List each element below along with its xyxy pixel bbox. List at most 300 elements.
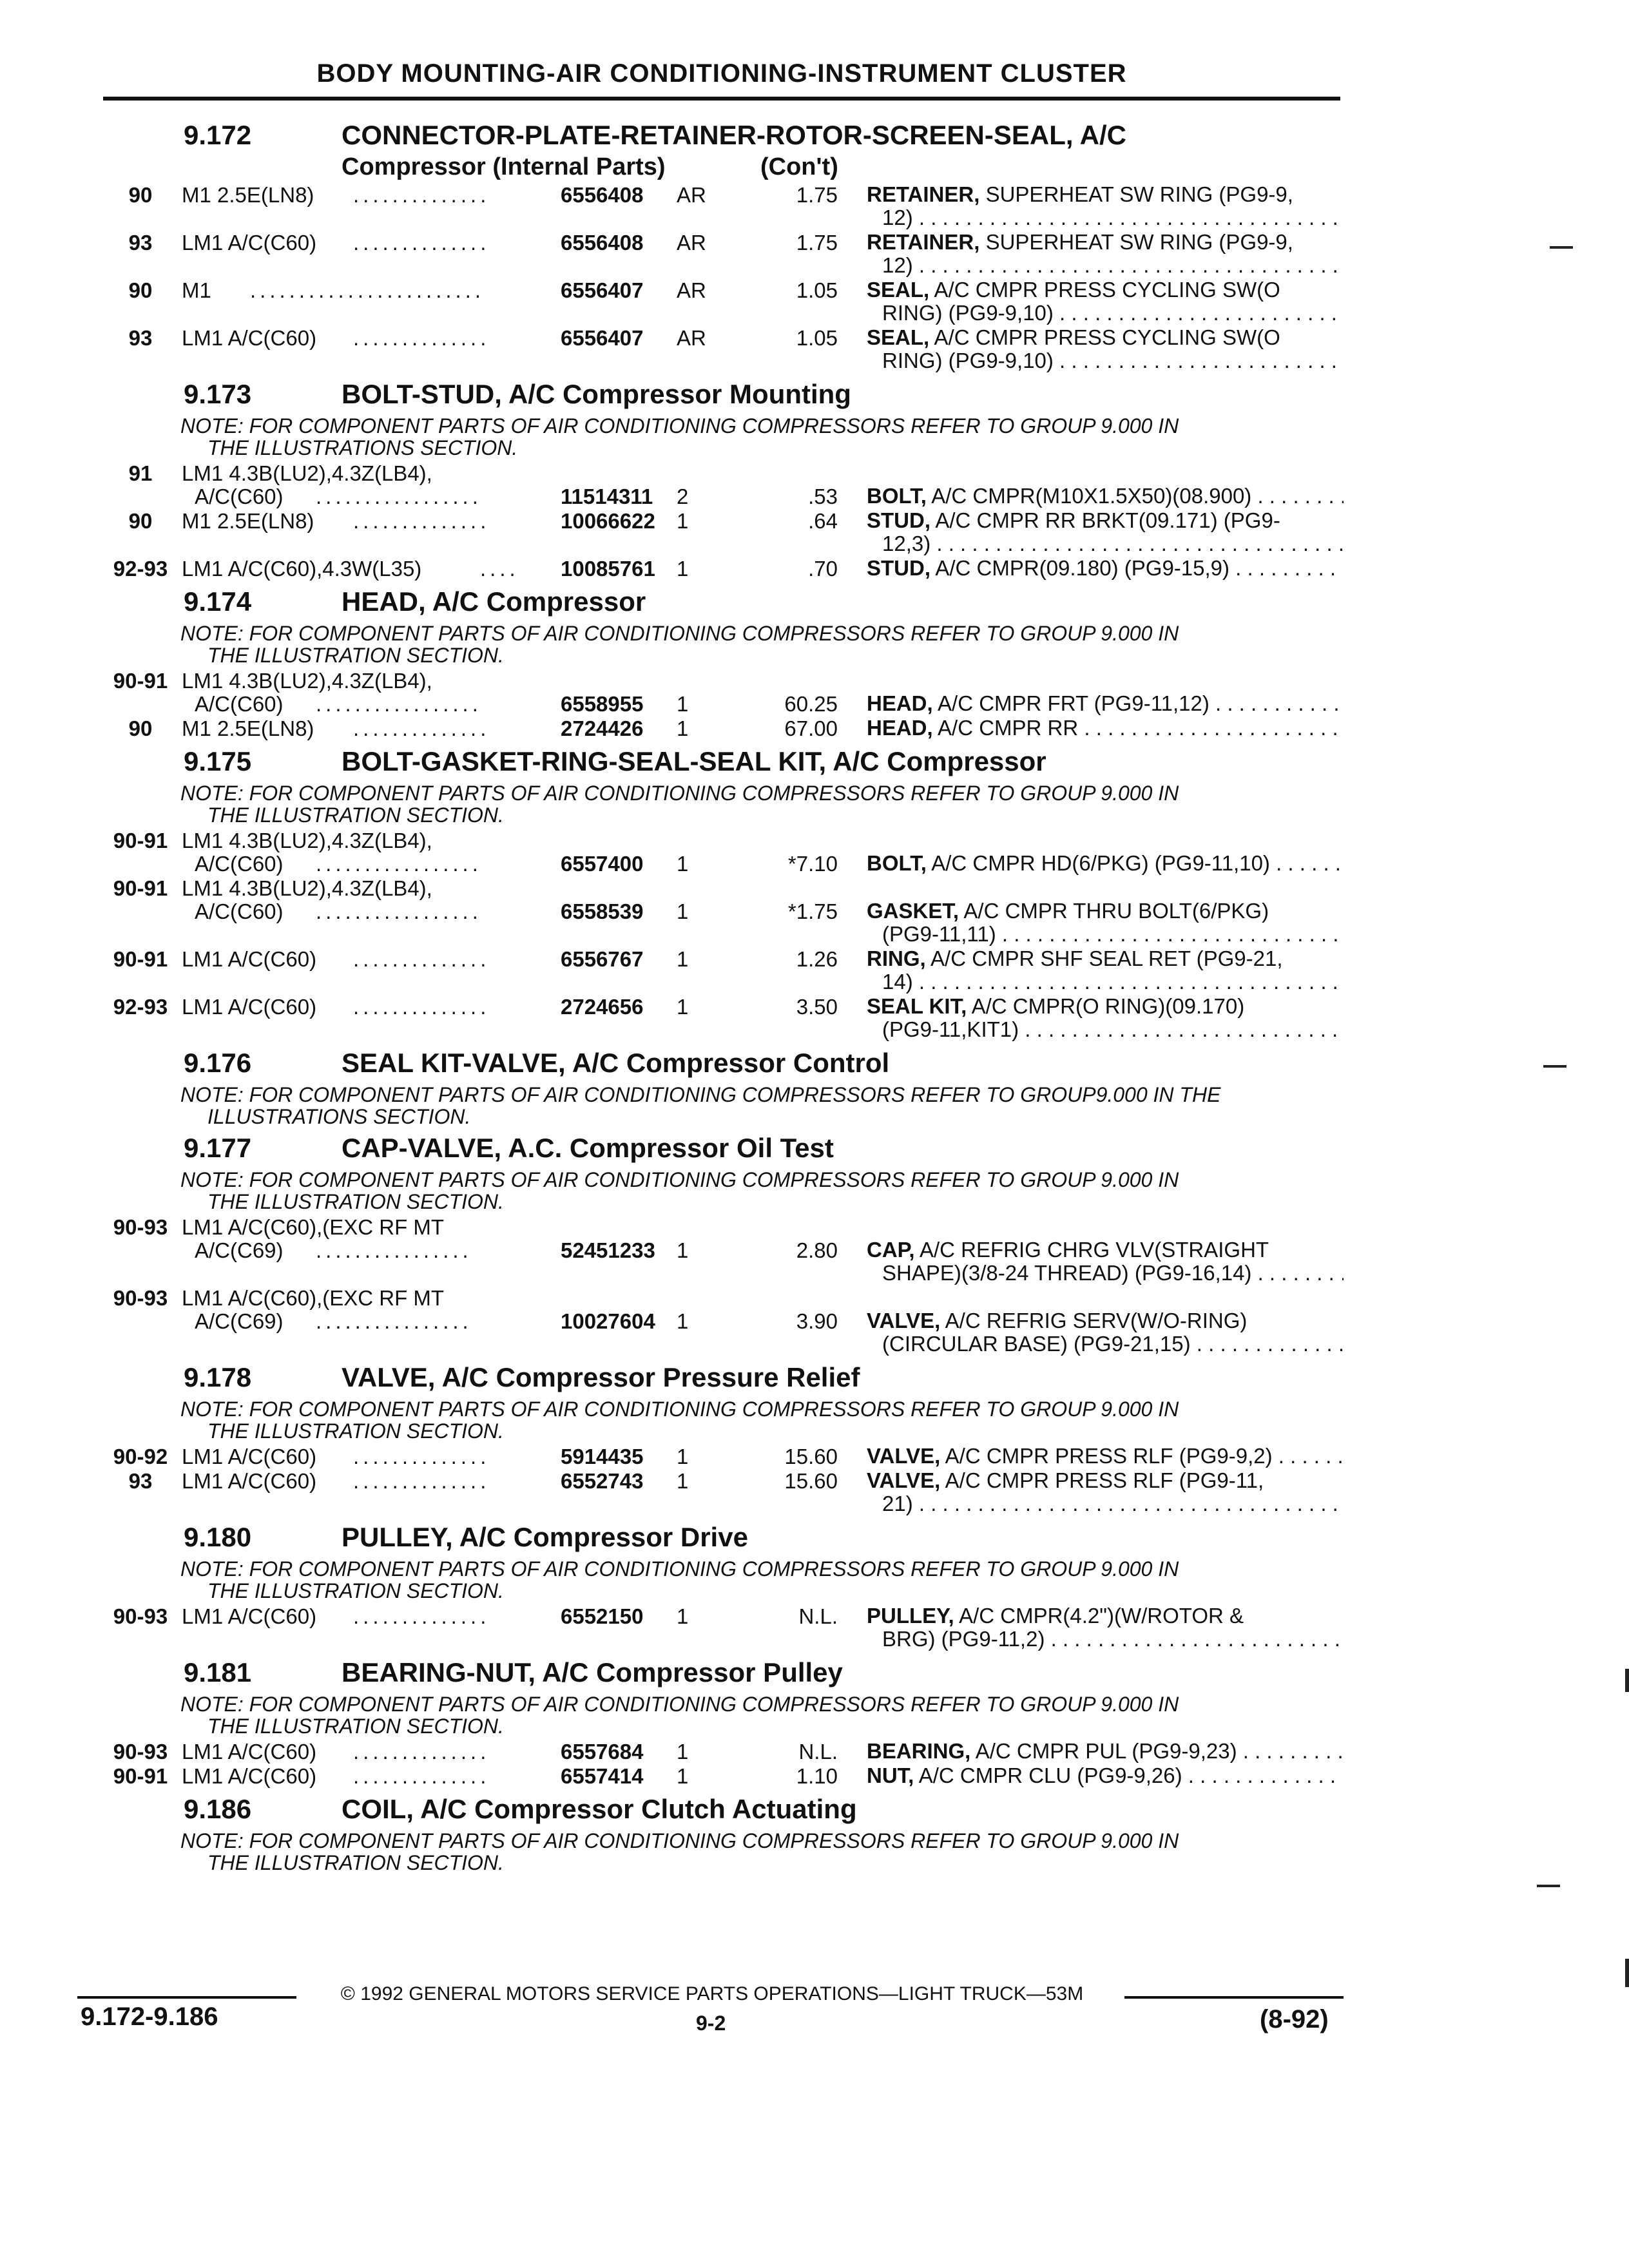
section-note (0, 1558, 1340, 1602)
model-code: M1 2.5E(LN8) (182, 509, 314, 533)
description-line (867, 1740, 1344, 1763)
part-description (867, 278, 1344, 325)
description-keyword: RETAINER, (867, 231, 980, 254)
model-code: LM1 A/C(C60),(EXC RF MT (182, 1215, 445, 1239)
footer-rule-right (1124, 1996, 1344, 1999)
section-title (0, 379, 1629, 412)
section-title (0, 1657, 1629, 1691)
part-row (0, 183, 1629, 231)
part-row (0, 231, 1629, 278)
model-year: 90 (128, 183, 153, 207)
description-keyword: PULLEY, (867, 1604, 954, 1628)
description-keyword: NUT, (867, 1764, 914, 1787)
model-year: 90 (128, 278, 153, 302)
section-number: 9.176 (184, 1048, 252, 1078)
continued-label: (Con't) (760, 153, 838, 180)
description-text: A/C REFRIG CHRG VLV(STRAIGHT (919, 1238, 1269, 1262)
description-text: A/C CMPR CLU (PG9-9,26) (918, 1764, 1182, 1787)
section-name: BOLT-GASKET-RING-SEAL-SEAL KIT, A/C Compressor (342, 746, 1046, 776)
part-description (867, 692, 1344, 715)
section-number: 9.178 (184, 1362, 252, 1392)
description-keyword: BEARING, (867, 1740, 971, 1763)
description-line (867, 899, 1344, 923)
footer-copyright: © 1992 GENERAL MOTORS SERVICE PARTS OPERATIONS—LIGHT TRUCK—53M (340, 1983, 1084, 2004)
part-number: 2724656 (561, 995, 644, 1019)
part-row (0, 1764, 1629, 1789)
description-continuation: RING) (PG9-9,10) . . . (867, 302, 1344, 325)
quantity: 1 (677, 692, 689, 716)
part-description (867, 716, 1344, 740)
subtitle-text: Compressor (Internal Parts) (342, 153, 666, 180)
part-row (0, 1309, 1629, 1357)
leader-dots: .............. (353, 231, 490, 255)
section-number: 9.181 (184, 1657, 252, 1687)
part-row (0, 899, 1629, 947)
model-year: 90-91 (113, 829, 168, 852)
model-code: LM1 A/C(C60),4.3W(L35) (182, 557, 422, 581)
quantity: 1 (677, 716, 689, 740)
part-row (0, 1604, 1629, 1652)
part-description (867, 231, 1344, 277)
part-number: 6558955 (561, 692, 644, 716)
description-continuation: 21) . . . (867, 1492, 1344, 1515)
part-row (0, 1469, 1629, 1517)
price: 1.05 (796, 326, 838, 350)
model-year: 93 (128, 326, 153, 350)
price: N.L. (798, 1604, 838, 1628)
part-number: 6557414 (561, 1764, 644, 1788)
description-continuation: 14) . . . (867, 970, 1344, 994)
model-code: LM1 A/C(C60) (182, 995, 317, 1019)
price: 1.75 (796, 231, 838, 255)
section-number: 9.177 (184, 1133, 252, 1163)
part-description (867, 1604, 1344, 1651)
leader-dots: ................. (316, 692, 482, 716)
price: 1.75 (796, 183, 838, 207)
section-number: 9.174 (184, 586, 252, 617)
quantity: 1 (677, 899, 689, 923)
price: *7.10 (787, 852, 838, 876)
quantity: 1 (677, 1469, 689, 1493)
model-year: 90-91 (113, 669, 168, 693)
description-continuation: (PG9-11,KIT1) . . . (867, 1018, 1344, 1041)
note-line: NOTE: FOR COMPONENT PARTS OF AIR CONDITIONING COMPRESSORS REFER TO GROUP 9.000 IN (180, 414, 1179, 437)
section-title (0, 1133, 1629, 1166)
description-line (867, 183, 1344, 206)
section-note (0, 782, 1340, 826)
leader-dots: .............. (353, 1740, 490, 1763)
quantity: 1 (677, 947, 689, 971)
model-year: 90 (128, 509, 153, 533)
description-keyword: CAP, (867, 1238, 915, 1262)
leader-dots: ................. (316, 899, 482, 923)
price: 1.05 (796, 278, 838, 302)
leader-dots: .............. (353, 1469, 490, 1493)
description-continuation: (PG9-11,11) . . . (867, 923, 1344, 946)
description-continuation: 12) . . . (867, 254, 1344, 277)
part-description (867, 485, 1344, 508)
note-line: THE ILLUSTRATION SECTION. (207, 644, 504, 667)
price: .70 (808, 557, 838, 581)
note-line: THE ILLUSTRATION SECTION. (207, 1190, 504, 1213)
section-note (0, 1169, 1340, 1213)
model-year: 90-91 (113, 947, 168, 971)
quantity: AR (677, 231, 706, 255)
note-line: NOTE: FOR COMPONENT PARTS OF AIR CONDITIONING COMPRESSORS REFER TO GROUP 9.000 IN (180, 782, 1179, 805)
part-description (867, 183, 1344, 229)
model-code: LM1 A/C(C60),(EXC RF MT (182, 1286, 445, 1310)
quantity: AR (677, 326, 706, 350)
description-text: A/C CMPR FRT (PG9-11,12) (938, 692, 1210, 715)
note-line: THE ILLUSTRATION SECTION. (207, 1715, 504, 1738)
quantity: 1 (677, 852, 689, 876)
section-title (0, 586, 1629, 620)
price: 67.00 (784, 716, 838, 740)
price: 15.60 (784, 1469, 838, 1493)
margin-mark (1625, 1669, 1629, 1692)
model-code: LM1 A/C(C60) (182, 1740, 317, 1763)
description-line (867, 231, 1344, 254)
section-name: CONNECTOR-PLATE-RETAINER-ROTOR-SCREEN-SEAL, A/C (342, 120, 1126, 150)
model-year: 90-93 (113, 1604, 168, 1628)
description-keyword: BOLT, (867, 485, 927, 508)
leader-dots: ................. (316, 852, 482, 876)
description-keyword: GASKET, (867, 899, 959, 923)
description-line (867, 485, 1344, 508)
part-number: 10027604 (561, 1309, 655, 1333)
description-line (867, 1309, 1344, 1332)
section-number: 9.180 (184, 1522, 252, 1552)
price: 60.25 (784, 692, 838, 716)
model-code: A/C(C60) (195, 852, 284, 876)
description-line (867, 947, 1344, 970)
model-year: 90-93 (113, 1286, 168, 1310)
part-row-prefix (0, 829, 1629, 852)
description-keyword: SEAL KIT, (867, 995, 967, 1018)
part-description (867, 1469, 1344, 1515)
note-line: ILLUSTRATIONS SECTION. (207, 1105, 471, 1128)
leader-dots: ................ (316, 1238, 472, 1262)
section-note (0, 415, 1340, 459)
description-text: A/C CMPR PUL (PG9-9,23) (975, 1740, 1237, 1763)
quantity: 1 (677, 1740, 689, 1763)
model-year: 92-93 (113, 995, 168, 1019)
description-line (867, 278, 1344, 302)
part-row-prefix (0, 1215, 1629, 1238)
part-row (0, 1740, 1629, 1764)
quantity: 1 (677, 509, 689, 533)
section-note (0, 1084, 1340, 1128)
part-description (867, 852, 1344, 875)
model-code: M1 2.5E(LN8) (182, 716, 314, 740)
quantity: 1 (677, 1764, 689, 1788)
description-continuation: 12) . . . (867, 206, 1344, 229)
model-code: LM1 4.3B(LU2),4.3Z(LB4), (182, 829, 432, 852)
description-text: A/C CMPR(4.2")(W/ROTOR & (959, 1604, 1244, 1628)
section-subtitle (0, 153, 1629, 183)
leader-dots: .............. (353, 509, 490, 533)
part-description (867, 326, 1344, 372)
note-line: THE ILLUSTRATION SECTION. (207, 1579, 504, 1602)
part-number: 6556408 (561, 231, 644, 255)
section-title (0, 120, 1629, 153)
section-name: COIL, A/C Compressor Clutch Actuating (342, 1794, 857, 1824)
model-code: A/C(C69) (195, 1309, 284, 1333)
section-name: PULLEY, A/C Compressor Drive (342, 1522, 748, 1552)
price: 3.50 (796, 995, 838, 1019)
quantity: 1 (677, 995, 689, 1019)
note-line: NOTE: FOR COMPONENT PARTS OF AIR CONDITIONING COMPRESSORS REFER TO GROUP 9.000 IN (180, 1398, 1179, 1421)
note-line: NOTE: FOR COMPONENT PARTS OF AIR CONDITIONING COMPRESSORS REFER TO GROUP 9.000 IN (180, 1168, 1179, 1191)
price: 2.80 (796, 1238, 838, 1262)
part-row (0, 485, 1629, 509)
description-text: A/C CMPR PRESS RLF (PG9-11, (945, 1469, 1264, 1492)
leader-dots: ................ (316, 1309, 472, 1333)
description-keyword: VALVE, (867, 1445, 941, 1468)
part-row (0, 278, 1629, 326)
footer-range: 9.172-9.186 (81, 2003, 218, 2031)
model-code: M1 2.5E(LN8) (182, 183, 314, 207)
model-code: LM1 A/C(C60) (182, 231, 317, 255)
footer-rule-left (77, 1996, 296, 1999)
leader-dots: .............. (353, 326, 490, 350)
part-description (867, 1740, 1344, 1763)
section-note (0, 622, 1340, 666)
quantity: 1 (677, 1238, 689, 1262)
model-year: 91 (128, 461, 153, 485)
price: 1.26 (796, 947, 838, 971)
section-title (0, 1522, 1629, 1555)
description-text: A/C CMPR HD(6/PKG) (PG9-11,10) (931, 852, 1270, 875)
part-number: 6556767 (561, 947, 644, 971)
price: .53 (808, 485, 838, 508)
part-row (0, 692, 1629, 716)
section-number: 9.175 (184, 746, 252, 776)
section-name: HEAD, A/C Compressor (342, 586, 646, 617)
section-note (0, 1693, 1340, 1737)
quantity: 1 (677, 1309, 689, 1333)
leader-dots: .............. (353, 1764, 490, 1788)
part-number: 6557684 (561, 1740, 644, 1763)
model-year: 90-91 (113, 876, 168, 900)
model-code: LM1 A/C(C60) (182, 1445, 317, 1468)
note-line: THE ILLUSTRATION SECTION. (207, 803, 504, 827)
model-code: A/C(C60) (195, 899, 284, 923)
page-header: BODY MOUNTING-AIR CONDITIONING-INSTRUMENT CLUSTER (316, 59, 1127, 88)
model-year: 92-93 (113, 557, 168, 581)
section-number: 9.172 (184, 120, 252, 150)
price: .64 (808, 509, 838, 533)
part-row (0, 326, 1629, 374)
description-keyword: SEAL, (867, 326, 930, 349)
note-line: NOTE: FOR COMPONENT PARTS OF AIR CONDITIONING COMPRESSORS REFER TO GROUP 9.000 IN (180, 1829, 1179, 1852)
margin-mark (1550, 246, 1573, 249)
part-number: 6558539 (561, 899, 644, 923)
description-keyword: VALVE, (867, 1309, 941, 1332)
description-continuation: (CIRCULAR BASE) (PG9-21,15) . . . (867, 1332, 1344, 1356)
quantity: AR (677, 278, 706, 302)
part-row (0, 716, 1629, 741)
description-text: A/C CMPR SHF SEAL RET (PG9-21, (930, 947, 1283, 970)
description-text: A/C CMPR RR BRKT(09.171) (PG9- (935, 509, 1280, 532)
section-name: BOLT-STUD, A/C Compressor Mounting (342, 379, 851, 409)
description-continuation: BRG) (PG9-11,2) . . . (867, 1628, 1344, 1651)
section-name: BEARING-NUT, A/C Compressor Pulley (342, 1657, 843, 1687)
section-title (0, 1048, 1629, 1081)
model-code: LM1 A/C(C60) (182, 1469, 317, 1493)
footer-page-number: 9-2 (696, 2012, 726, 2035)
description-text: A/C CMPR(09.180) (PG9-15,9) (935, 557, 1230, 580)
model-code: LM1 4.3B(LU2),4.3Z(LB4), (182, 669, 432, 693)
description-keyword: RETAINER, (867, 183, 980, 206)
part-number: 5914435 (561, 1445, 644, 1468)
leader-dots: .............. (353, 1604, 490, 1628)
description-text: SUPERHEAT SW RING (PG9-9, (985, 231, 1293, 254)
part-row-prefix (0, 669, 1629, 692)
part-number: 6556407 (561, 278, 644, 302)
description-keyword: SEAL, (867, 278, 930, 302)
quantity: AR (677, 183, 706, 207)
description-keyword: STUD, (867, 509, 930, 532)
model-code: LM1 A/C(C60) (182, 947, 317, 971)
margin-mark (1543, 1065, 1566, 1068)
description-text: A/C CMPR PRESS CYCLING SW(O (934, 278, 1280, 302)
note-line: NOTE: FOR COMPONENT PARTS OF AIR CONDITIONING COMPRESSORS REFER TO GROUP9.000 IN THE (180, 1083, 1221, 1106)
model-year: 90 (128, 716, 153, 740)
description-line (867, 1445, 1344, 1468)
part-number: 52451233 (561, 1238, 655, 1262)
part-row (0, 947, 1629, 995)
part-number: 2724426 (561, 716, 644, 740)
note-line: NOTE: FOR COMPONENT PARTS OF AIR CONDITIONING COMPRESSORS REFER TO GROUP 9.000 IN (180, 622, 1179, 645)
leader-dots: .... (480, 557, 519, 581)
model-code: A/C(C60) (195, 485, 284, 508)
description-continuation: 12,3) . . . (867, 532, 1344, 555)
description-line (867, 692, 1344, 715)
part-number: 6556407 (561, 326, 644, 350)
description-line (867, 1469, 1344, 1492)
leader-dots: .............. (353, 995, 490, 1019)
part-description (867, 1764, 1344, 1787)
description-text: A/C CMPR THRU BOLT(6/PKG) (963, 899, 1269, 923)
model-code: LM1 4.3B(LU2),4.3Z(LB4), (182, 876, 432, 900)
margin-mark (1625, 1959, 1629, 1987)
description-text: A/C CMPR PRESS RLF (PG9-9,2) (945, 1445, 1273, 1468)
part-description (867, 995, 1344, 1041)
price: 15.60 (784, 1445, 838, 1468)
description-line (867, 1238, 1344, 1262)
model-code: A/C(C60) (195, 692, 284, 716)
header-rule (103, 97, 1340, 101)
catalog-content (0, 115, 1629, 1876)
footer-date: (8-92) (1260, 2005, 1329, 2033)
description-text: A/C CMPR(O RING)(09.170) (971, 995, 1245, 1018)
part-description (867, 947, 1344, 994)
model-year: 93 (128, 231, 153, 255)
leader-dots: .............. (353, 1445, 490, 1468)
description-text: A/C CMPR(M10X1.5X50)(08.900) (931, 485, 1252, 508)
description-keyword: HEAD, (867, 692, 933, 715)
part-number: 6556408 (561, 183, 644, 207)
part-row (0, 1238, 1629, 1286)
section-name: SEAL KIT-VALVE, A/C Compressor Control (342, 1048, 890, 1078)
price: *1.75 (787, 899, 838, 923)
note-line: THE ILLUSTRATION SECTION. (207, 1851, 504, 1874)
model-code: LM1 A/C(C60) (182, 1604, 317, 1628)
part-description (867, 509, 1344, 555)
leader-dots: ........................ (250, 278, 485, 302)
section-number: 9.173 (184, 379, 252, 409)
part-number: 6557400 (561, 852, 644, 876)
margin-mark (1537, 1885, 1560, 1887)
part-number: 6552150 (561, 1604, 644, 1628)
section-note (0, 1830, 1340, 1874)
part-description (867, 1238, 1344, 1285)
description-line (867, 557, 1344, 580)
leader-dots: .............. (353, 947, 490, 971)
description-line (867, 1764, 1344, 1787)
description-text: A/C CMPR RR (938, 716, 1079, 740)
price: 3.90 (796, 1309, 838, 1333)
part-row (0, 852, 1629, 876)
quantity: 1 (677, 1604, 689, 1628)
part-number: 11514311 (561, 485, 653, 508)
section-name: CAP-VALVE, A.C. Compressor Oil Test (342, 1133, 834, 1163)
section-title (0, 1362, 1629, 1396)
price: N.L. (798, 1740, 838, 1763)
model-code: A/C(C69) (195, 1238, 284, 1262)
description-line (867, 326, 1344, 349)
description-continuation: RING) (PG9-9,10) . . . (867, 349, 1344, 372)
model-year: 90-93 (113, 1215, 168, 1239)
part-row-prefix (0, 1286, 1629, 1309)
quantity: 1 (677, 557, 689, 581)
section-title (0, 746, 1629, 780)
part-description (867, 1309, 1344, 1356)
description-keyword: BOLT, (867, 852, 927, 875)
description-keyword: RING, (867, 947, 926, 970)
model-year: 90-92 (113, 1445, 168, 1468)
description-line (867, 852, 1344, 875)
model-year: 90-93 (113, 1740, 168, 1763)
part-row (0, 1445, 1629, 1469)
part-number: 10085761 (561, 557, 655, 581)
section-number: 9.186 (184, 1794, 252, 1824)
description-line (867, 995, 1344, 1018)
part-number: 10066622 (561, 509, 655, 533)
quantity: 2 (677, 485, 689, 508)
description-text: SUPERHEAT SW RING (PG9-9, (985, 183, 1293, 206)
model-year: 90-91 (113, 1764, 168, 1788)
model-year: 93 (128, 1469, 153, 1493)
model-code: LM1 A/C(C60) (182, 1764, 317, 1788)
part-description (867, 899, 1344, 946)
description-keyword: HEAD, (867, 716, 933, 740)
part-number: 6552743 (561, 1469, 644, 1493)
model-code: M1 (182, 278, 211, 302)
part-row (0, 509, 1629, 557)
description-line (867, 716, 1344, 740)
note-line: NOTE: FOR COMPONENT PARTS OF AIR CONDITIONING COMPRESSORS REFER TO GROUP 9.000 IN (180, 1557, 1179, 1581)
section-name: VALVE, A/C Compressor Pressure Relief (342, 1362, 860, 1392)
description-line (867, 509, 1344, 532)
part-row (0, 557, 1629, 581)
price: 1.10 (796, 1764, 838, 1788)
part-description (867, 1445, 1344, 1468)
section-title (0, 1794, 1629, 1827)
note-line: THE ILLUSTRATIONS SECTION. (207, 436, 518, 459)
part-row-prefix (0, 876, 1629, 899)
